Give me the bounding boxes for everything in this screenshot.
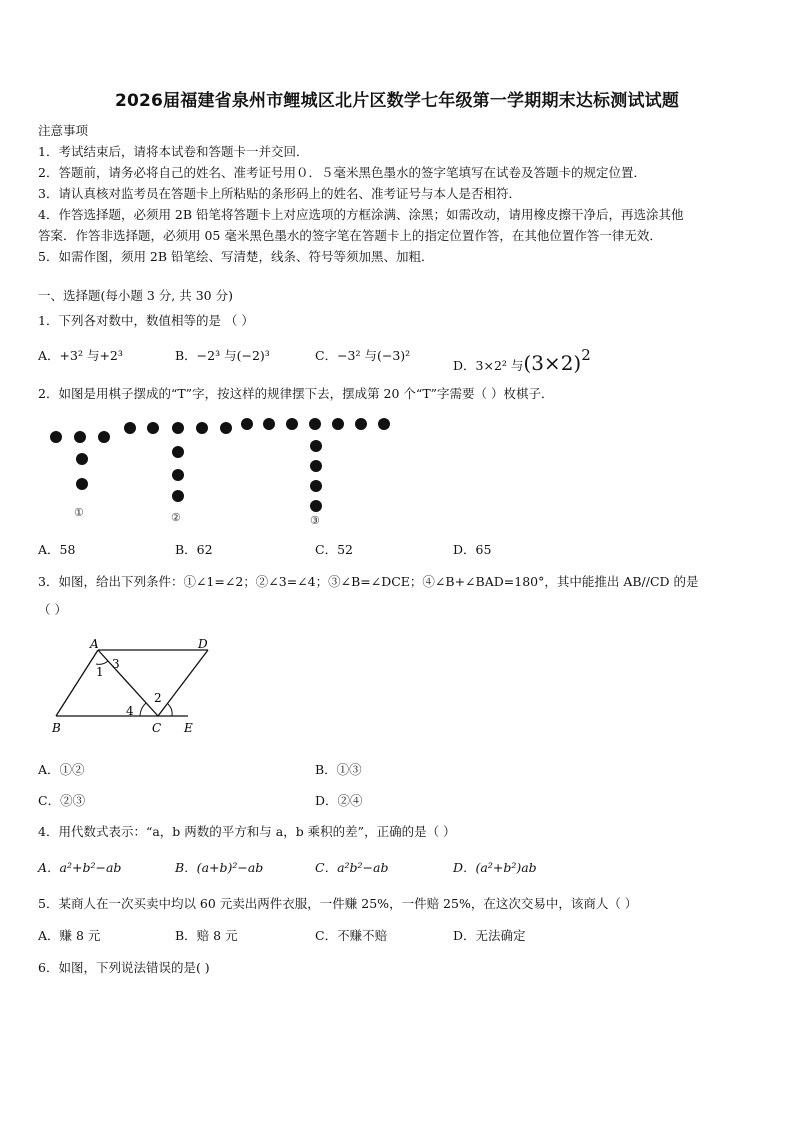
option-c[interactable]: C．52: [315, 542, 353, 557]
option-d[interactable]: D．65: [453, 542, 492, 557]
page-title: 2026届福建省泉州市鲤城区北片区数学七年级第一学期期末达标测试试题: [114, 91, 680, 111]
question-2-stem: 2．如图是用棋子摆成的“T”字，按这样的规律摆下去，摆成第 20 个“T”字需要（ ）枚棋子．: [38, 386, 554, 401]
chess-piece: [309, 418, 321, 430]
question-5-options: [38, 926, 758, 952]
option-d-exponent: 2: [581, 346, 591, 364]
chess-piece: [172, 469, 184, 481]
question-3-stem-paren: （ ）: [38, 602, 67, 617]
notes-item: 4．作答选择题，必须用 2B 铅笔将答题卡上对应选项的方框涂满、涂黑；如需改动，请用橡皮擦干净后，再选涂其他: [38, 207, 684, 222]
label-angle-1: 1: [96, 665, 104, 679]
question-1-stem: 1．下列各对数中，数值相等的是 （ ）: [38, 313, 254, 328]
figure-caption-2: ②: [171, 511, 181, 524]
option-c[interactable]: C．−3² 与(−3)²: [315, 348, 411, 363]
notes-item: 答案．作答非选择题，必须用 05 毫米黑色墨水的签字笔在答题卡上的指定位置作答，在其他位置作答一律无效．: [38, 228, 662, 243]
option-d-expr: 3×2² 与: [475, 358, 524, 373]
label-angle-2: 2: [154, 691, 162, 705]
label-d: D: [198, 637, 208, 651]
question-2-options: [38, 540, 758, 566]
option-b[interactable]: B．62: [175, 542, 213, 557]
chess-piece: [76, 478, 88, 490]
option-c[interactable]: C．②③: [38, 793, 86, 808]
t-pattern-figure: [38, 412, 408, 530]
question-4-options: [38, 858, 758, 884]
chess-piece: [50, 431, 62, 443]
option-a[interactable]: A．58: [38, 542, 76, 557]
figure-caption-3: ③: [310, 514, 320, 527]
option-a[interactable]: A．①②: [38, 762, 85, 777]
angle-arc-2: [168, 704, 172, 716]
chess-piece: [74, 431, 86, 443]
chess-piece: [76, 453, 88, 465]
question-1-options: [38, 346, 758, 375]
notes-heading: 注意事项: [38, 123, 89, 138]
option-b[interactable]: B．①③: [315, 762, 362, 777]
chess-piece: [355, 418, 367, 430]
notes-item: 1．考试结束后，请将本试卷和答题卡一并交回．: [38, 144, 309, 159]
option-a[interactable]: A．+3² 与+2³: [38, 348, 123, 363]
chess-piece: [172, 422, 184, 434]
chess-piece: [310, 500, 322, 512]
chess-piece: [378, 418, 390, 430]
label-b: B: [52, 721, 61, 735]
option-d-bracket: (3×2): [523, 351, 582, 375]
option-b[interactable]: B．(a+b)²−ab: [175, 860, 264, 875]
chess-piece: [147, 422, 159, 434]
notes-item: 3．请认真核对监考员在答题卡上所粘贴的条形码上的姓名、准考证号与本人是否相符．: [38, 186, 521, 201]
chess-piece: [196, 422, 208, 434]
option-a[interactable]: A．a²+b²−ab: [38, 860, 122, 875]
angle-arc-1: [96, 661, 108, 664]
parallelogram-figure: [38, 636, 218, 742]
question-6-stem: 6．如图，下列说法错误的是( ): [38, 960, 210, 975]
section-heading: 一、选择题(每小题 3 分, 共 30 分): [38, 288, 233, 303]
chess-piece: [172, 490, 184, 502]
option-c[interactable]: C．a²b²−ab: [315, 860, 389, 875]
label-a: A: [90, 637, 99, 651]
chess-piece: [310, 440, 322, 452]
chess-piece: [332, 418, 344, 430]
chess-piece: [124, 422, 136, 434]
question-3-stem: 3．如图，给出下列条件：①∠1=∠2；②∠3=∠4；③∠B=∠DCE；④∠B+∠BAD=180°，其中能推出 AB//CD 的是: [38, 574, 699, 589]
question-3-options-row1: [38, 760, 758, 786]
question-3-options-row2: [38, 791, 758, 817]
option-b[interactable]: B．赔 8 元: [175, 928, 238, 943]
figure-caption-1: ①: [74, 506, 84, 519]
label-c: C: [152, 721, 162, 735]
chess-piece: [98, 431, 110, 443]
chess-piece: [310, 460, 322, 472]
option-d[interactable]: D．无法确定: [453, 928, 526, 943]
notes-item: 5．如需作图，须用 2B 铅笔绘、写清楚，线条、符号等须加黑、加粗．: [38, 249, 434, 264]
option-d-label: D．: [453, 358, 476, 373]
option-b[interactable]: B．−2³ 与(−2)³: [175, 348, 270, 363]
notes-item: 2．答题前，请务必将自己的姓名、准考证号用０．５毫米黑色墨水的签字笔填写在试卷及答题卡的规定位置．: [38, 165, 646, 180]
option-c[interactable]: C．不赚不赔: [315, 928, 388, 943]
notes-block: [38, 120, 758, 267]
chess-piece: [241, 418, 253, 430]
chess-piece: [172, 446, 184, 458]
label-e: E: [184, 721, 193, 735]
label-angle-4: 4: [126, 704, 134, 718]
chess-piece: [220, 422, 232, 434]
edge-cd: [158, 650, 208, 716]
option-d[interactable]: [453, 346, 591, 375]
angle-arc-4: [140, 703, 146, 716]
chess-piece: [263, 418, 275, 430]
question-4-stem: 4．用代数式表示：“a，b 两数的平方和与 a，b 乘积的差”，正确的是（ ）: [38, 824, 456, 839]
question-5-stem: 5．某商人在一次买卖中均以 60 元卖出两件衣服，一件赚 25%，一件赔 25%，在这次交易中，该商人（ ）: [38, 896, 638, 911]
option-d[interactable]: D．(a²+b²)ab: [453, 860, 537, 875]
option-a[interactable]: A．赚 8 元: [38, 928, 101, 943]
chess-piece: [286, 418, 298, 430]
edge-ab: [56, 650, 98, 716]
option-d[interactable]: D．②④: [315, 793, 363, 808]
label-angle-3: 3: [112, 657, 120, 671]
chess-piece: [310, 480, 322, 492]
